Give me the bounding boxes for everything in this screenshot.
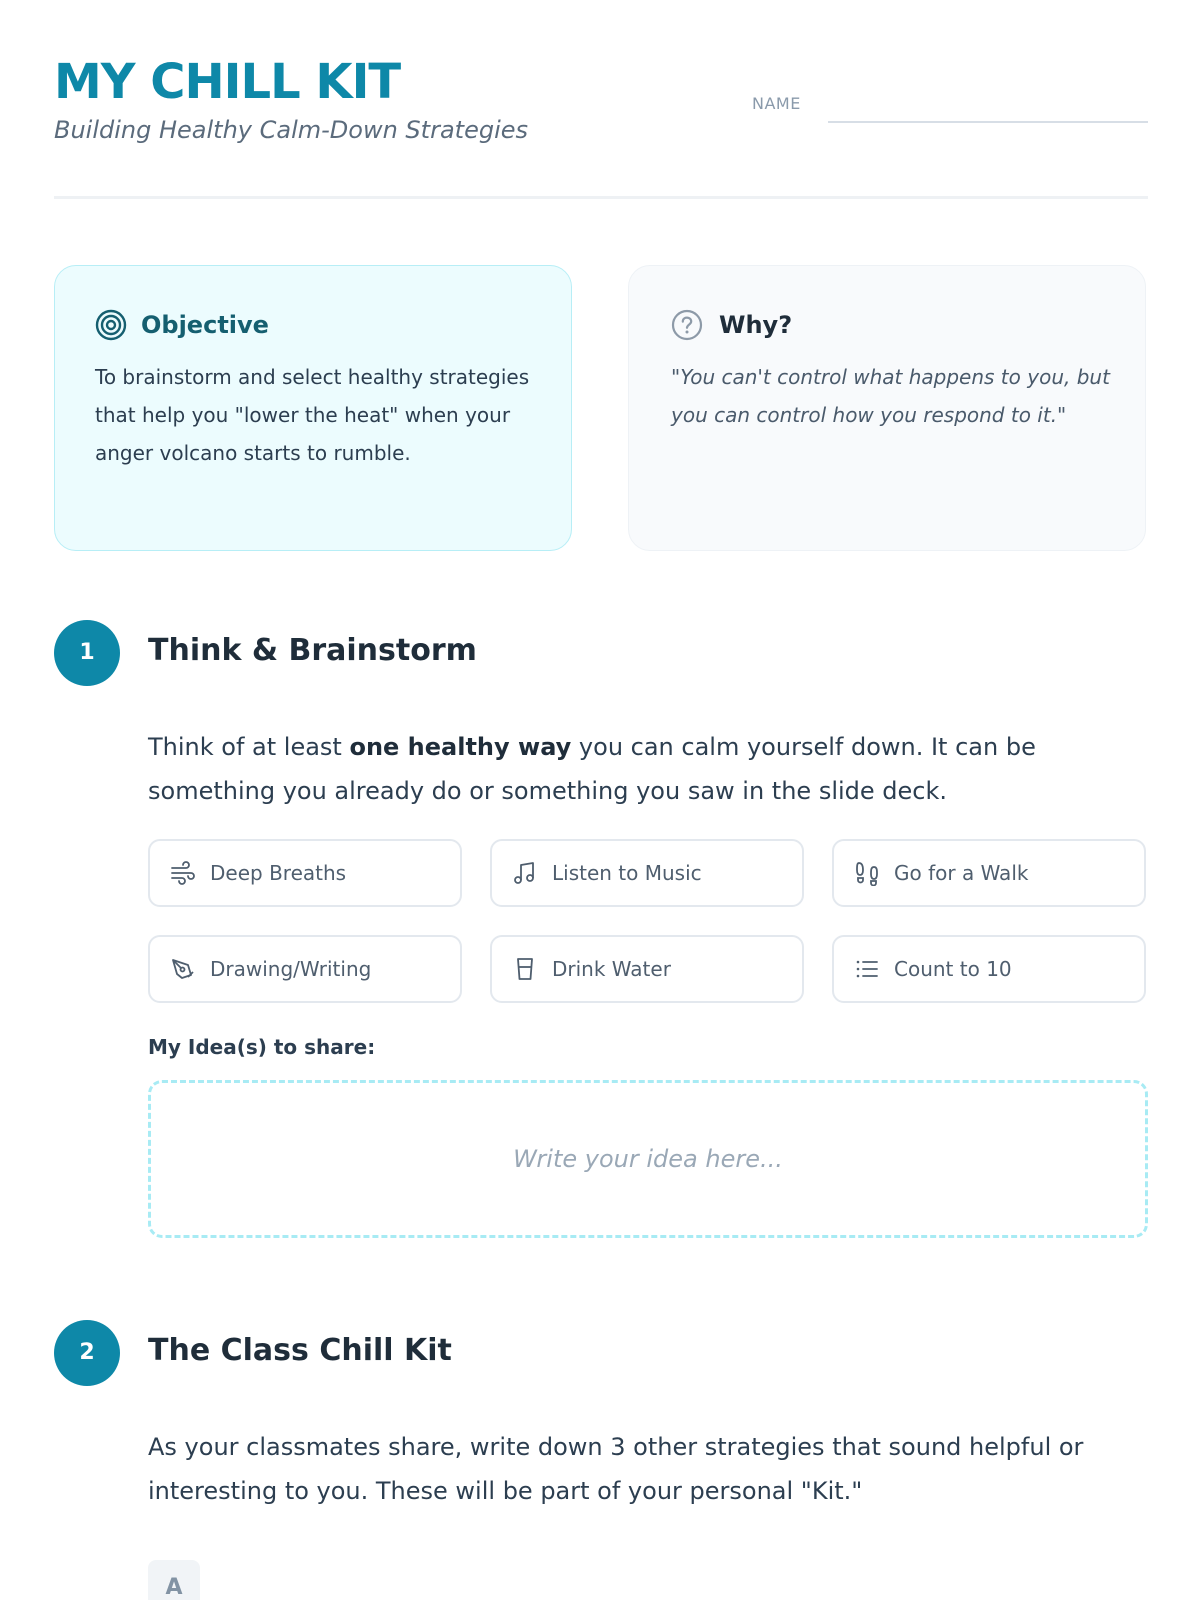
chip-label: Listen to Music — [552, 861, 702, 885]
page-subtitle: Building Healthy Calm-Down Strategies — [54, 116, 528, 144]
why-header — [671, 309, 792, 341]
footprints-icon — [854, 860, 880, 886]
step-2-title: The Class Chill Kit — [148, 1333, 452, 1368]
step-1-text-end: you can calm yourself down. It can be something you already do or something you saw in the slide deck. — [148, 733, 1036, 805]
page-title: MY CHILL KIT — [54, 54, 401, 110]
strategy-letter-a: A — [148, 1560, 200, 1600]
step-2-badge: 2 — [54, 1320, 120, 1386]
idea-input-box[interactable] — [148, 1080, 1148, 1238]
page-header — [54, 50, 1148, 199]
chip-label: Go for a Walk — [894, 861, 1029, 885]
wind-icon — [170, 860, 196, 886]
cup-icon — [512, 956, 538, 982]
chip-label: Drink Water — [552, 957, 671, 981]
step-2-instructions: As your classmates share, write down 3 other strategies that sound helpful or interesting to you. These will be part of your personal "Kit." — [148, 1433, 1084, 1505]
name-label: NAME — [752, 94, 801, 113]
idea-placeholder: Write your idea here... — [513, 1145, 783, 1173]
step-1-text-emphasis: one healthy way — [349, 733, 572, 761]
name-field[interactable] — [828, 121, 1148, 123]
chip-go-for-a-walk[interactable] — [832, 839, 1146, 907]
pen-tool-icon — [170, 956, 196, 982]
chip-count-to-10[interactable] — [832, 935, 1146, 1003]
step-1-text-start: Think of at least — [148, 733, 350, 761]
share-label: My Idea(s) to share: — [148, 1035, 376, 1059]
target-icon — [95, 309, 127, 341]
chip-label: Deep Breaths — [210, 861, 347, 885]
why-quote: "You can't control what happens to you, but you can control how you respond to it." — [671, 365, 1110, 427]
chip-drawing-writing[interactable] — [148, 935, 462, 1003]
objective-text: To brainstorm and select healthy strategies that help you "lower the heat" when your anger volcano starts to rumble. — [95, 365, 530, 465]
objective-card — [54, 265, 572, 551]
question-circle-icon — [671, 309, 703, 341]
step-1-instructions — [148, 725, 1148, 813]
objective-header — [95, 309, 269, 341]
strategy-chip-grid — [148, 839, 1148, 1003]
chip-label: Drawing/Writing — [210, 957, 372, 981]
chip-drink-water[interactable] — [490, 935, 804, 1003]
objective-title: Objective — [141, 311, 269, 339]
chip-label: Count to 10 — [894, 957, 1012, 981]
step-1-badge: 1 — [54, 620, 120, 686]
list-icon — [854, 956, 880, 982]
chip-deep-breaths[interactable] — [148, 839, 462, 907]
why-title: Why? — [719, 311, 793, 339]
why-card — [628, 265, 1146, 551]
chip-listen-to-music[interactable] — [490, 839, 804, 907]
step-1-title: Think & Brainstorm — [148, 633, 477, 668]
music-note-icon — [512, 860, 538, 886]
